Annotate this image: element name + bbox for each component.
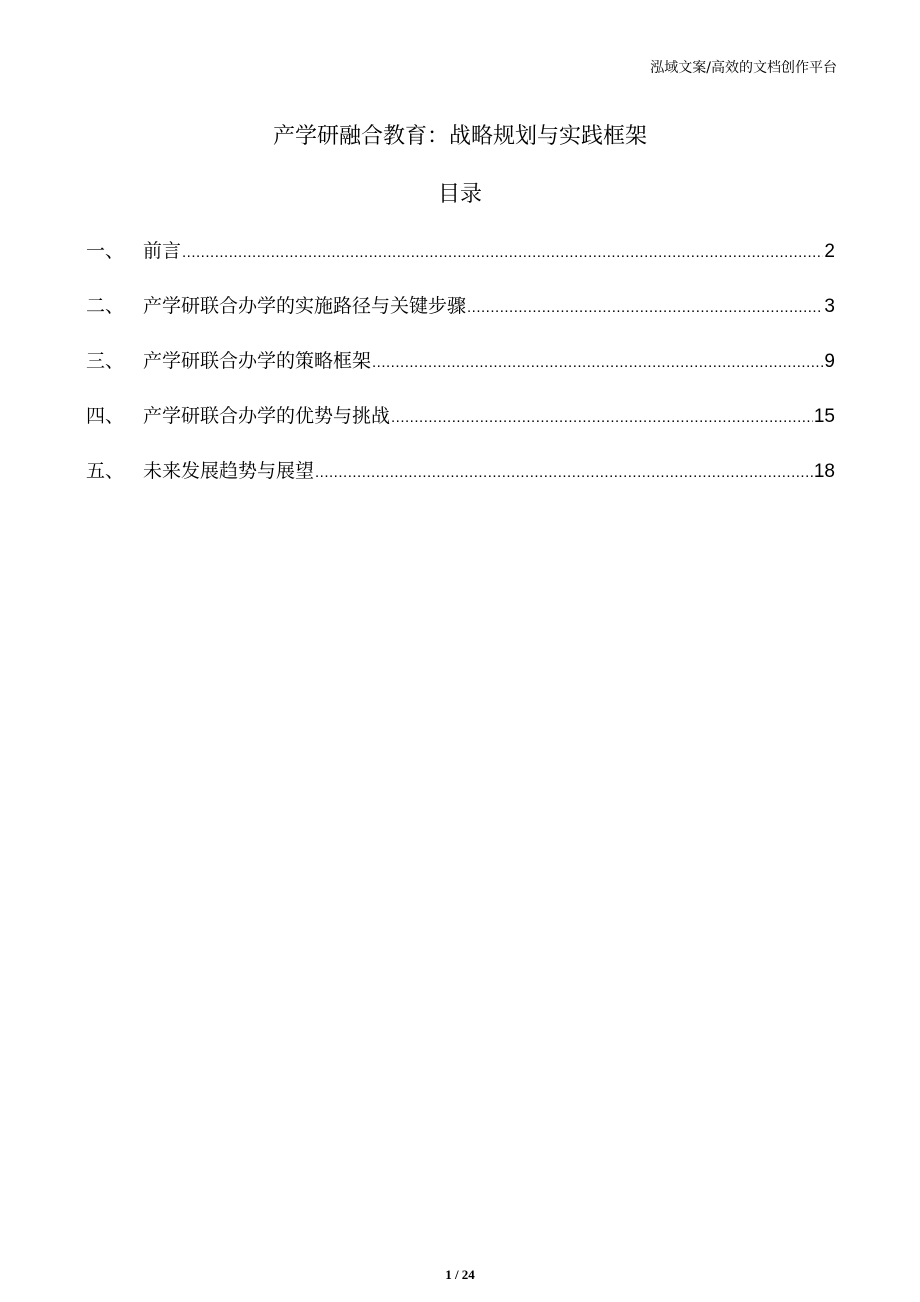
toc-entry-advantages[interactable] [86, 399, 835, 454]
toc-entry-number: 二、 [86, 295, 125, 317]
toc-entry-foreword[interactable] [86, 234, 835, 289]
header-note: 泓域文案/高效的文档创作平台 [650, 60, 837, 76]
toc-entry-number: 四、 [86, 405, 125, 427]
toc-entry-outlook[interactable] [86, 454, 835, 509]
document-title: 产学研融合教育：战略规划与实践框架 [272, 124, 647, 149]
toc-entry-page[interactable]: 3 [824, 296, 835, 317]
toc-entry-label[interactable]: 产学研联合办学的策略框架 [143, 350, 372, 372]
toc-leader-dots [467, 291, 823, 325]
toc-entry-label[interactable]: 产学研联合办学的优势与挑战 [143, 405, 391, 427]
toc-entry-number: 五、 [86, 460, 125, 482]
toc-leader-dots [315, 456, 813, 490]
toc-entry-strategy[interactable] [86, 344, 835, 399]
toc-heading: 目录 [437, 182, 482, 207]
toc-entry-number: 三、 [86, 350, 125, 372]
toc-entry-page[interactable]: 18 [813, 461, 835, 482]
toc-entry-implementation[interactable] [86, 289, 835, 344]
toc-entry-page[interactable]: 9 [824, 351, 835, 372]
toc-leader-dots [182, 236, 823, 270]
toc-entry-label[interactable]: 前言 [143, 240, 182, 262]
toc-entry-number: 一、 [86, 240, 125, 262]
toc-entry-page[interactable]: 2 [824, 241, 835, 262]
toc-entry-label[interactable]: 未来发展趋势与展望 [143, 460, 315, 482]
toc-entry-page[interactable]: 15 [813, 406, 835, 427]
toc-leader-dots [372, 346, 823, 380]
page-indicator: 1 / 24 [445, 1267, 475, 1282]
table-of-contents [86, 234, 835, 509]
toc-leader-dots [391, 401, 813, 435]
toc-entry-label[interactable]: 产学研联合办学的实施路径与关键步骤 [143, 295, 467, 317]
